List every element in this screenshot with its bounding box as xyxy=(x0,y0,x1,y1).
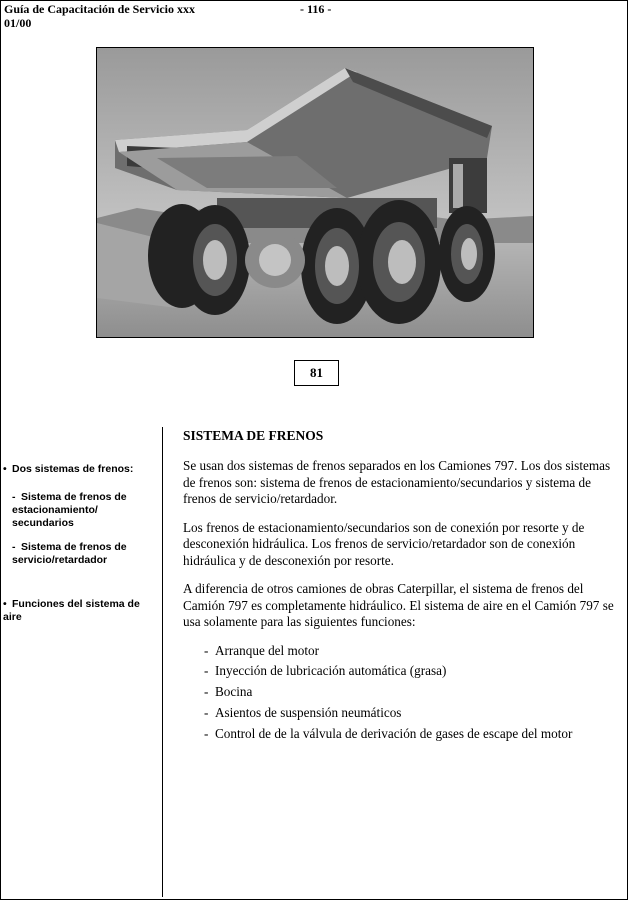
sidebar-sub-bullet: - Sistema de frenos de estacionamiento/ secundarios xyxy=(12,491,127,529)
main-content xyxy=(183,428,623,746)
sidebar-bullet: • Dos sistemas de frenos: xyxy=(3,463,134,475)
column-divider xyxy=(162,427,163,897)
list-item: - Inyección de lubricación automática (grasa) xyxy=(204,663,447,679)
list-item: - Control de de la válvula de derivación de gases de escape del motor xyxy=(204,725,573,741)
paragraph: Se usan dos sistemas de frenos separados en los Camiones 797. Los dos sistemas de frenos son: sistema de frenos de estacionamiento/secundarios y sistema de frenos de servicio/retardador. xyxy=(183,458,611,506)
header-date: 01/00 xyxy=(4,16,32,30)
list-item: - Asientos de suspensión neumáticos xyxy=(204,704,402,720)
list-item-text: Bocina xyxy=(215,684,253,700)
list-item: - Bocina xyxy=(204,684,253,700)
sidebar-sub-bullet-text: Sistema de frenos de estacionamiento/ secundarios xyxy=(12,491,127,529)
list-item-text: Asientos de suspensión neumáticos xyxy=(215,704,402,720)
page-number: - 116 - xyxy=(300,2,332,16)
list-item-text: Inyección de lubricación automática (grasa) xyxy=(215,663,447,679)
list-item-text: Control de de la válvula de derivación de gases de escape del motor xyxy=(215,725,573,741)
sidebar-sub-bullet: - Sistema de frenos de servicio/retardador xyxy=(12,541,127,566)
sidebar-bullet-text: Funciones del sistema de aire xyxy=(3,598,140,623)
header-title: Guía de Capacitación de Servicio xxx xyxy=(4,2,195,16)
section-heading: SISTEMA DE FRENOS xyxy=(183,428,324,443)
air-system-function-list xyxy=(183,643,623,743)
sidebar-sub-bullet-text: Sistema de frenos de servicio/retardador xyxy=(12,541,127,566)
list-item-text: Arranque del motor xyxy=(215,642,319,658)
haul-truck-photo xyxy=(96,47,534,338)
paragraph: Los frenos de estacionamiento/secundarios son de conexión por resorte y de desconexión hidráulica. Los frenos de servicio/retardador son de conexión hidráulica y de desconexión por resorte. xyxy=(183,519,585,568)
sidebar-bullet-text: Dos sistemas de frenos: xyxy=(12,463,134,475)
paragraph: A diferencia de otros camiones de obras Caterpillar, el sistema de frenos del Camión 797 es completamente hidráulico. El sistema de aire en el Camión 797 se usa solamente para las siguientes funciones: xyxy=(183,581,614,629)
list-item: - Arranque del motor xyxy=(204,642,319,658)
figure-number: 81 xyxy=(294,360,339,386)
sidebar-bullet: • Funciones del sistema de aire xyxy=(3,598,140,623)
